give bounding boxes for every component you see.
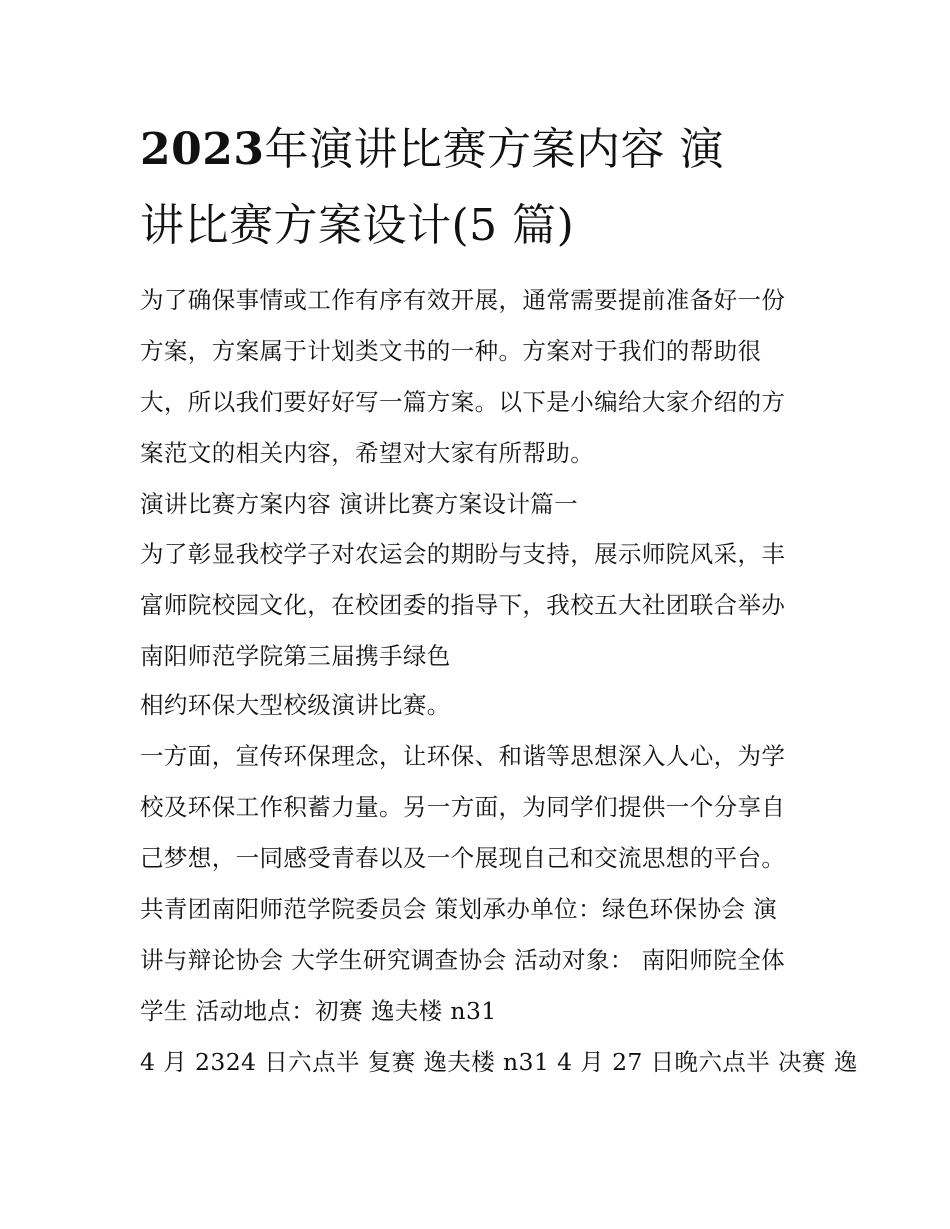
paragraph-line: 相约环保大型校级演讲比赛。 xyxy=(140,691,451,719)
paragraph-line: 校及环保工作积蓄力量。另一方面，为同学们提供一个分享自 xyxy=(140,793,786,821)
document-title xyxy=(140,112,820,264)
paragraph-line: 南阳师范学院第三届携手绿色 xyxy=(140,642,451,670)
paragraph-line: 共青团南阳师范学院委员会 策划承办单位：绿色环保协会 演 xyxy=(140,895,778,923)
section-heading xyxy=(140,481,820,528)
paragraph-line: 4 月 2324 日六点半 复赛 逸夫楼 n31 4 月 27 日晚六点半 决赛 逸 xyxy=(140,1048,858,1076)
paragraph-line: 一方面，宣传环保理念，让环保、和谐等思想深入人心，为学 xyxy=(140,742,786,770)
paragraph-line: 己梦想，一同感受青春以及一个展现自己和交流思想的平台。 xyxy=(140,844,786,872)
title-line-1 xyxy=(140,112,820,188)
paragraph-2 xyxy=(140,682,820,729)
title-year: 2023 xyxy=(140,124,265,175)
intro-paragraph xyxy=(140,275,820,479)
title-text-2: 讲比赛方案设计(5 篇) xyxy=(140,200,575,251)
paragraph-4 xyxy=(140,1037,858,1088)
title-text-1: 年演讲比赛方案内容 演 xyxy=(264,124,724,175)
paragraph-line: 讲与辩论协会 大学生研究调查协会 活动对象： 南阳师院全体 xyxy=(140,946,786,974)
paragraph-line: 富师院校园文化，在校团委的指导下，我校五大社团联合举办 xyxy=(140,591,786,619)
paragraph-line: 为了彰显我校学子对农运会的期盼与支持，展示师院风采，丰 xyxy=(140,540,786,568)
paragraph-3 xyxy=(140,731,820,1037)
paragraph-line: 学生 活动地点：初赛 逸夫楼 n31 xyxy=(140,997,497,1025)
section-heading-text: 演讲比赛方案内容 演讲比赛方案设计篇一 xyxy=(140,490,579,518)
intro-line: 大，所以我们要好好写一篇方案。以下是小编给大家介绍的方 xyxy=(140,388,786,416)
intro-line: 为了确保事情或工作有序有效开展，通常需要提前准备好一份 xyxy=(140,286,786,314)
intro-line: 方案，方案属于计划类文书的一种。方案对于我们的帮助很 xyxy=(140,337,762,365)
paragraph-1 xyxy=(140,529,820,682)
title-line-2 xyxy=(140,188,820,264)
intro-line: 案范文的相关内容，希望对大家有所帮助。 xyxy=(140,439,595,467)
